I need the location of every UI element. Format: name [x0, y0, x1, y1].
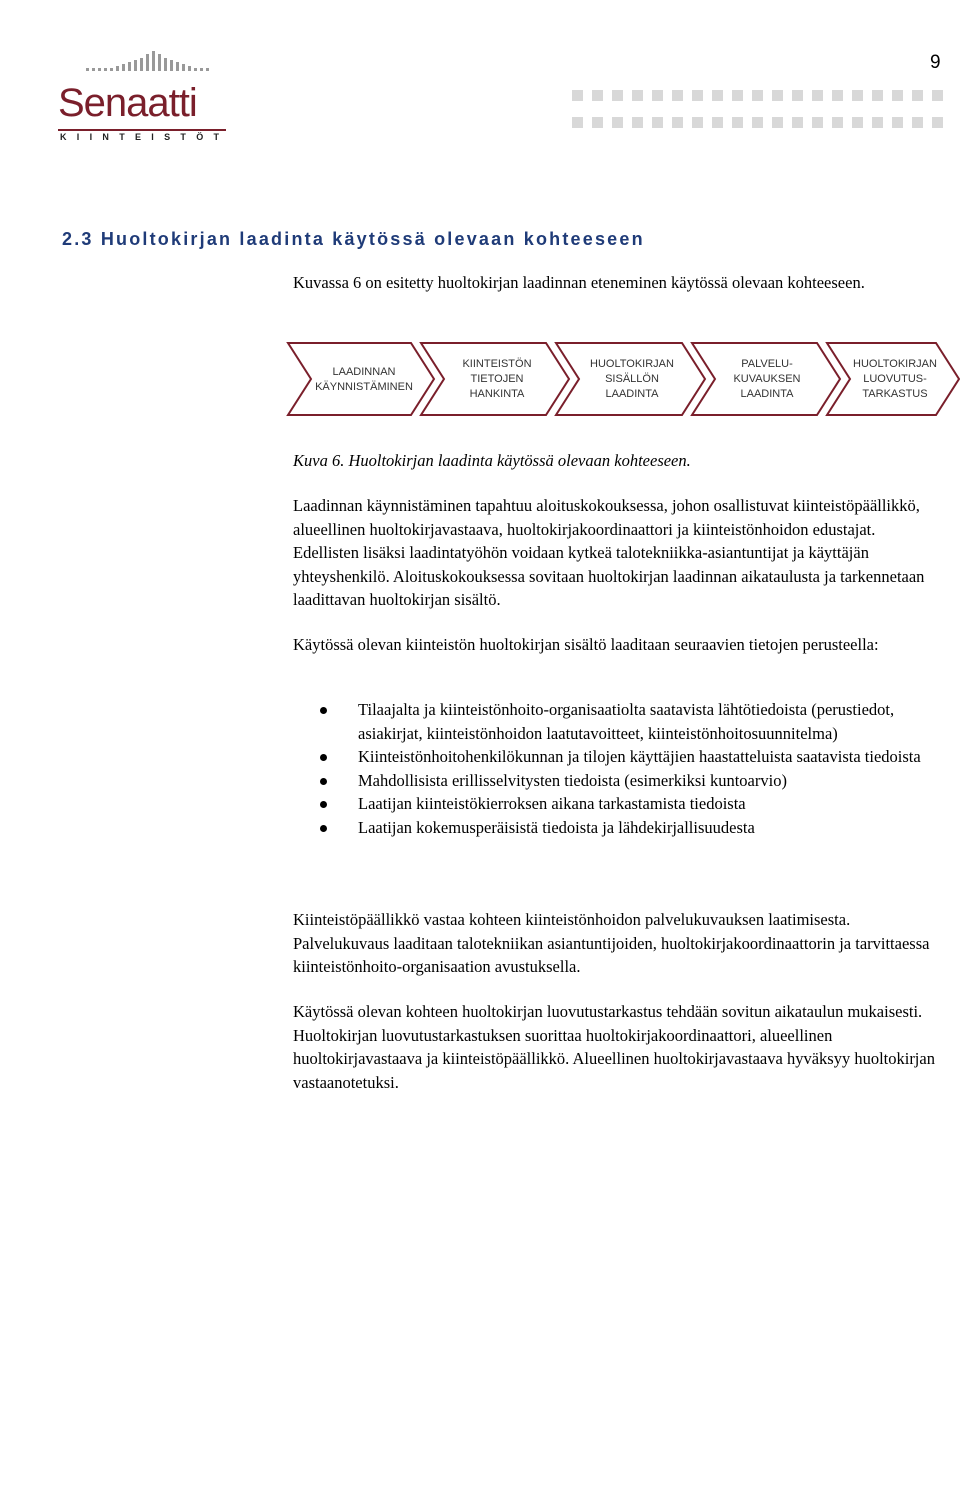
- bullet-icon: [320, 754, 327, 761]
- list-item: [318, 745, 948, 769]
- figure-caption: Kuva 6. Huoltokirjan laadinta käytössä olevaan kohteeseen.: [293, 451, 691, 470]
- source-list: [318, 698, 948, 839]
- logo-wordmark: Senaatti: [58, 81, 197, 125]
- list-item: [318, 792, 948, 816]
- bullet-icon: [320, 825, 327, 832]
- paragraph-4: Käytössä olevan kohteen huoltokirjan luovutustarkastus tehdään sovitun aikataulun mukaisesti. Huoltokirjan luovutustarkastuksen suorittaa huoltokirjakoordinaattori, alueellinen huoltokirjavastaava ja kiinteistöpäällikkö. Alueellinen huoltokirjavastaava hyväksyy huoltokirjan vastaanotetuksi.: [293, 1002, 935, 1092]
- bullet-icon: [320, 778, 327, 785]
- paragraph-1: Laadinnan käynnistäminen tapahtuu aloituskokouksessa, johon osallistuvat kiinteistöpäällikkö, alueellinen huoltokirjavastaava, huoltokirjakoordinaattori ja kiinteistönhoidon edustajat. Edellisten lisäksi laadintatyöhön voidaan kytkeä talotekniikka-asiantuntijat ja käyttäjän yhteyshenkilö. Aloituskokouksessa sovitaan huoltokirjan laadinnan aikataulusta ja tarkennetaan laadittavan huoltokirjan sisältö.: [293, 496, 925, 609]
- list-item-text: Mahdollisista erillisselvitysten tiedoista (esimerkiksi kuntoarvio): [358, 770, 787, 790]
- list-item-text: Laatijan kiinteistökierroksen aikana tarkastamista tiedoista: [358, 794, 746, 813]
- intro-paragraph: Kuvassa 6 on esitetty huoltokirjan laadinnan eteneminen käytössä olevaan kohteeseen.: [293, 273, 865, 292]
- page-number: 9: [930, 52, 941, 73]
- paragraph-2: Käytössä olevan kiinteistön huoltokirjan sisältö laaditaan seuraavien tietojen perusteella:: [293, 635, 879, 654]
- decorative-squares-icon: [572, 90, 952, 134]
- flow-step-2-label: KIINTEISTÖN TIETOJEN HANKINTA: [462, 358, 532, 400]
- logo-dots-icon: [86, 48, 226, 82]
- process-flow-diagram: [286, 341, 960, 426]
- list-item-text: Laatijan kokemusperäisistä tiedoista ja lähdekirjallisuudesta: [358, 817, 755, 837]
- list-item-text: Tilaajalta ja kiinteistönhoito-organisaatiolta saatavista lähtötiedoista (perustiedot, asiakirjat, kiinteistönhoidon laatutavoitteet, kiinteistönhoitosuunnitelma): [358, 700, 895, 743]
- bullet-icon: [320, 707, 327, 714]
- flow-step-5-label: HUOLTOKIRJAN LUOVUTUS- TARKASTUS: [853, 358, 937, 400]
- list-item: [318, 698, 948, 745]
- flow-step-1-label: LAADINNAN KÄYNNISTÄMINEN: [315, 366, 413, 393]
- logo-underline: [58, 129, 226, 131]
- list-item-text: Kiinteistönhoitohenkilökunnan ja tilojen käyttäjien haastatteluista saatavista tiedoista: [358, 747, 921, 766]
- senaatti-logo: [58, 48, 238, 148]
- flow-step-4-label: PALVELU- KUVAUKSEN LAADINTA: [733, 358, 801, 400]
- flow-step-3-label: HUOLTOKIRJAN SISÄLLÖN LAADINTA: [590, 358, 674, 400]
- paragraph-3: Kiinteistöpäällikkö vastaa kohteen kiinteistönhoidon palvelukuvauksen laatimisesta. Palvelukuvaus laaditaan talotekniikan asiantuntijoiden, huoltokirjakoordinaattorin ja tarvittaessa kiinteistönhoito-organisaation avustuksella.: [293, 910, 930, 976]
- bullet-icon: [320, 801, 327, 808]
- section-heading: 2.3 Huoltokirjan laadinta käytössä olevaan kohteeseen: [62, 229, 645, 249]
- list-item: [318, 769, 948, 793]
- logo-subtitle: KIINTEISTÖT: [60, 132, 230, 142]
- list-item: [318, 816, 948, 840]
